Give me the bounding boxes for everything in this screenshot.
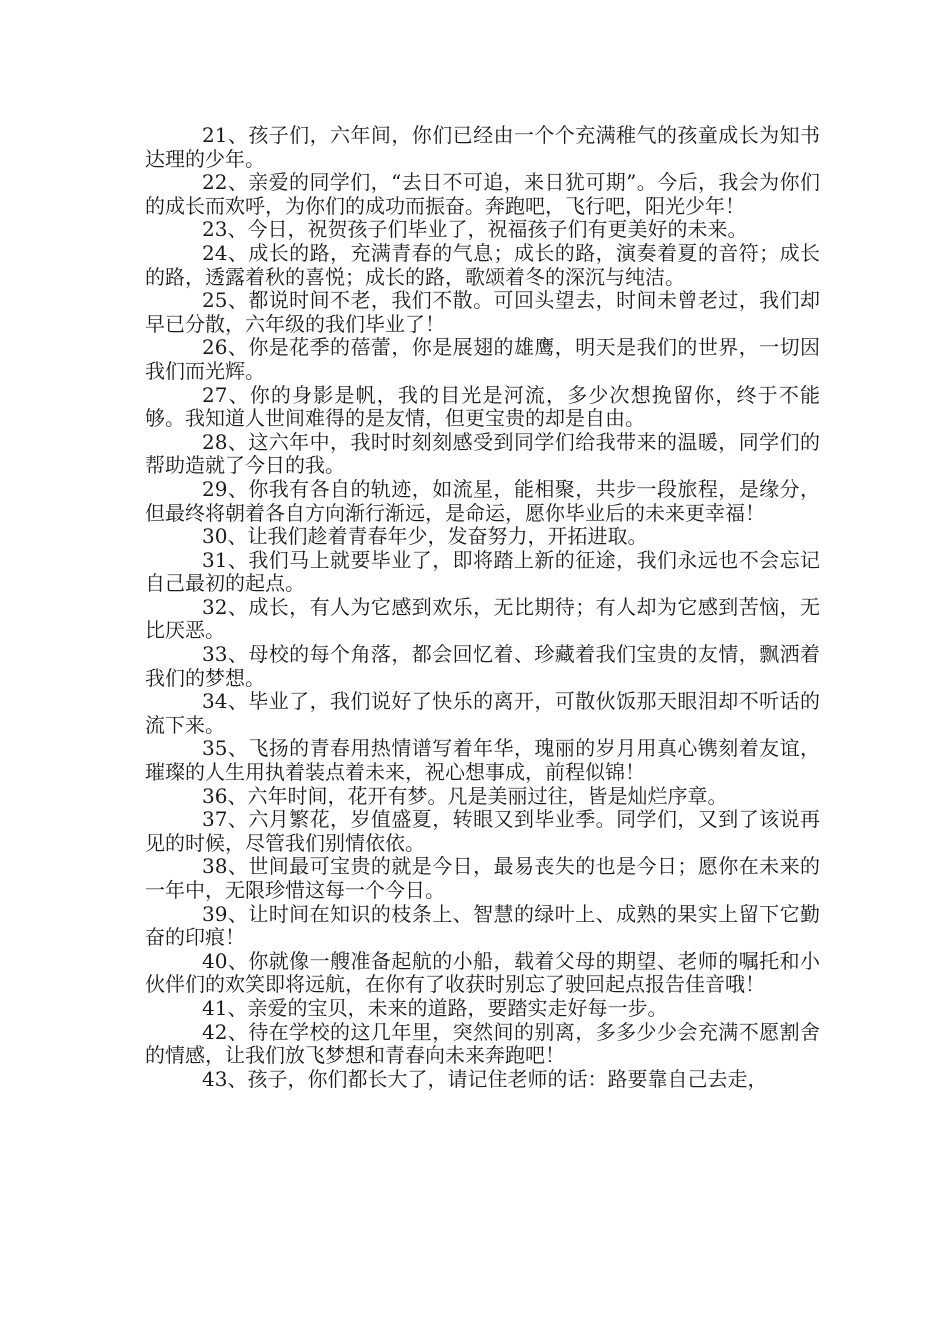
paragraph-38: 38、世间最可宝贵的就是今日，最易丧失的也是今日；愿你在未来的一年中，无限珍惜这每一个今日。 [145, 854, 820, 902]
paragraph-37: 37、六月繁花，岁值盛夏，转眼又到毕业季。同学们，又到了该说再见的时候，尽管我们别情依依。 [145, 807, 820, 855]
paragraph-29: 29、你我有各自的轨迹，如流星，能相聚，共步一段旅程，是缘分，但最终将朝着各自方向渐行渐远，是命运，愿你毕业后的未来更幸福！ [145, 476, 820, 525]
paragraph-40: 40、你就像一艘准备起航的小船，载着父母的期望、老师的嘱托和小伙伴们的欢笑即将远航，在你有了收获时别忘了驶回起点报告佳音哦！ [145, 948, 820, 997]
paragraph-26: 26、你是花季的蓓蕾，你是展翅的雄鹰，明天是我们的世界，一切因我们而光辉。 [145, 335, 820, 383]
paragraph-23: 23、今日，祝贺孩子们毕业了，祝福孩子们有更美好的未来。 [202, 217, 748, 242]
paragraph-35: 35、飞扬的青春用热情谱写着年华，瑰丽的岁月用真心镌刻着友谊，璀璨的人生用执着装点着未来，祝心想事成，前程似锦！ [145, 736, 820, 785]
paragraph-43: 43、孩子，你们都长大了，请记住老师的话：路要靠自己去走， [202, 1066, 768, 1091]
paragraph-33: 33、母校的每个角落，都会回忆着、珍藏着我们宝贵的友情，飘洒着我们的梦想。 [145, 642, 820, 690]
paragraph-42: 42、待在学校的这几年里，突然间的别离，多多少少会充满不愿割舍的情感，让我们放飞梦想和青春向未来奔跑吧！ [145, 1019, 820, 1068]
document-body [145, 124, 820, 1091]
paragraph-24: 24、成长的路，充满青春的气息；成长的路，演奏着夏的音符；成长的路，透露着秋的喜悦；成长的路，歌颂着冬的深沉与纯洁。 [145, 240, 820, 289]
paragraph-34: 34、毕业了，我们说好了快乐的离开，可散伙饭那天眼泪却不听话的流下来。 [145, 689, 820, 737]
paragraph-31: 31、我们马上就要毕业了，即将踏上新的征途，我们永远也不会忘记自己最初的起点。 [145, 547, 820, 596]
paragraph-41: 41、亲爱的宝贝，未来的道路，要踏实走好每一步。 [202, 995, 668, 1020]
paragraph-32: 32、成长，有人为它感到欢乐，无比期待；有人却为它感到苦恼，无比厌恶。 [145, 594, 820, 643]
paragraph-22: 22、亲爱的同学们，“去日不可追，来日犹可期”。今后，我会为你们的成长而欢呼，为你们的成功而振奋。奔跑吧，飞行吧，阳光少年！ [145, 170, 820, 218]
paragraph-27: 27、你的身影是帆，我的目光是河流，多少次想挽留你，终于不能够。我知道人世间难得的是友情，但更宝贵的却是自由。 [145, 382, 820, 431]
paragraph-28: 28、这六年中，我时时刻刻感受到同学们给我带来的温暖，同学们的帮助造就了今日的我。 [145, 429, 820, 478]
paragraph-30: 30、让我们趁着青春年少，发奋努力，开拓进取。 [202, 524, 648, 549]
paragraph-36: 36、六年时间，花开有梦。凡是美丽过往，皆是灿烂序章。 [202, 783, 728, 808]
paragraph-21: 21、孩子们，六年间，你们已经由一个个充满稚气的孩童成长为知书达理的少年。 [145, 123, 820, 171]
paragraph-25: 25、都说时间不老，我们不散。可回头望去，时间未曾老过，我们却早已分散，六年级的我们毕业了！ [145, 288, 820, 336]
paragraph-39: 39、让时间在知识的枝条上、智慧的绿叶上、成熟的果实上留下它勤奋的印痕！ [145, 901, 820, 950]
